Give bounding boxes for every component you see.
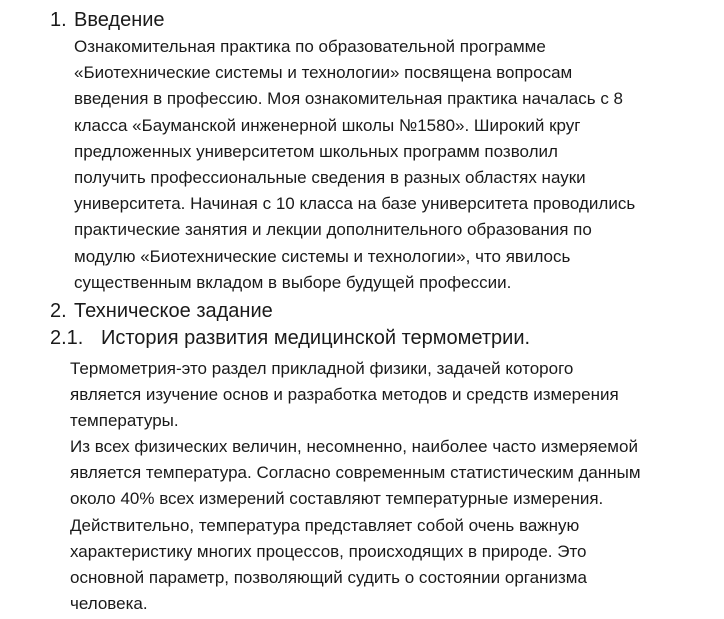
section-number: 1. [50,9,67,31]
section-heading-introduction [50,7,165,33]
section-number: 2. [50,300,67,322]
subsection-number: 2.1. [50,327,84,349]
section-heading-technical-task [50,298,273,324]
subsection-title: История развития медицинской термометрии. [101,327,531,349]
section-title: Введение [74,9,165,31]
section-title: Техническое задание [74,300,273,322]
thermometry-definition-paragraph: Термометрия-это раздел прикладной физики, задачей которого является изучение основ и разработка методов и средств измерения температуры. [70,359,619,431]
temperature-measurement-paragraph: Из всех физических величин, несомненно, наиболее часто измеряемой является температура. Согласно современным статистическим данным около 40% всех измерений составляют температурные измерения. Действительно, температура представляет собой очень важную характеристику многих процессов, происходящих в природе. Это основной параметр, позволяющий судить о состоянии организма человека. [70,437,641,614]
subsection-heading-thermometry-history [50,325,530,351]
introduction-paragraph: Ознакомительная практика по образовательной программе «Биотехнические системы и технологии» посвящена вопросам введения в профессию. Моя ознакомительная практика началась с 8 класса «Бауманской инженерной школы №1580». Широкий круг предложенных университетом школьных программ позволил получить профессиональные сведения в разных областях науки университета. Начиная с 10 класса на базе университета проводились практические занятия и лекции дополнительного образования по модулю «Биотехнические системы и технологии», что явилось существенным вкладом в выборе будущей профессии. [74,37,636,292]
